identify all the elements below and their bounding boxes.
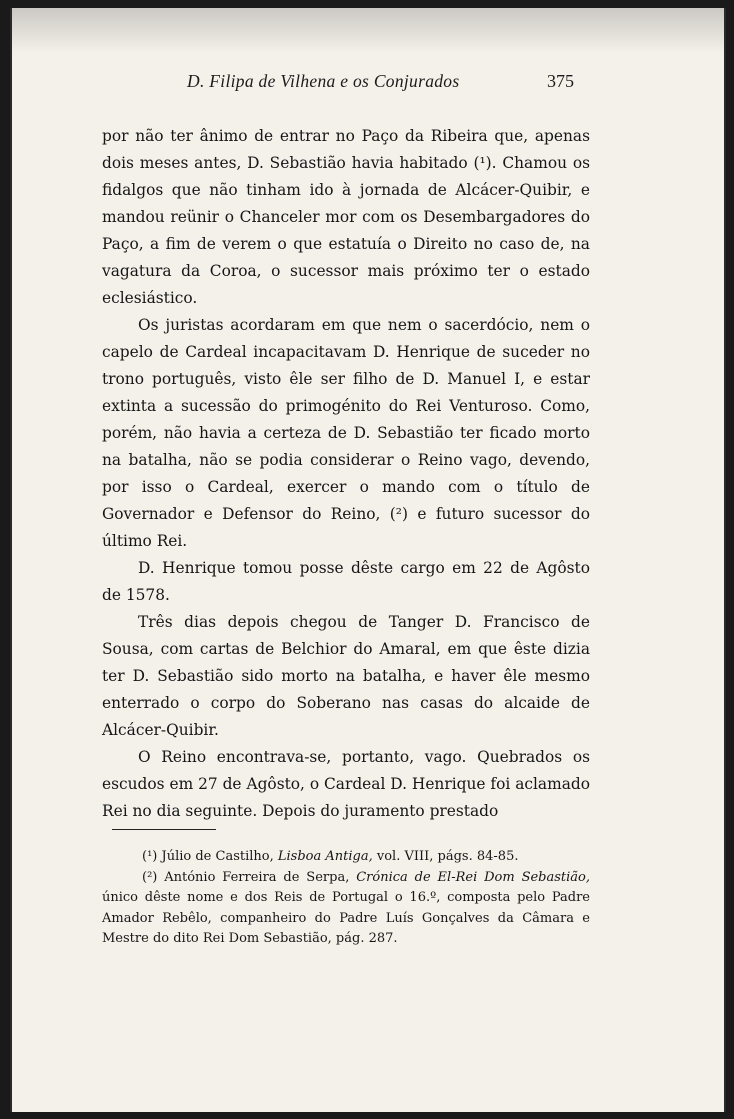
footnote-marker: (¹) bbox=[142, 849, 158, 864]
footnote-2 bbox=[102, 868, 590, 950]
paragraph: D. Henrique tomou posse dêste cargo em 22 de Agôsto de 1578. bbox=[102, 559, 590, 604]
book-page bbox=[10, 8, 726, 1112]
page-number: 375 bbox=[547, 71, 574, 91]
footnote-marker: (²) bbox=[142, 869, 158, 885]
paragraph: Três dias depois chegou de Tanger D. Francisco de Sousa, com cartas de Belchior do Amaral, em que êste dizia ter D. Sebastião sido morto na batalha, e haver êle mesmo enterrado o corpo do Soberano nas casas do alcaide de Alcácer-Quibir. bbox=[102, 613, 590, 739]
paragraph: Os juristas acordaram em que nem o sacerdócio, nem o capelo de Cardeal incapacitavam D. Henrique de suceder no trono português, visto êle ser filho de D. Manuel I, e estar extinta a sucessão do primogénito do Rei Venturoso. Como, porém, não havia a certeza de D. Sebastião ter ficado morto na batalha, não se podia considerar o Reino vago, devendo, por isso o Cardeal, exercer o mando com o título de Governador e Defensor do Reino, (²) e futuro sucessor do último Rei. bbox=[102, 316, 590, 550]
footnote-title: Crónica de El-Rei Dom Sebastião, bbox=[356, 869, 590, 885]
scan-shadow bbox=[12, 8, 724, 53]
paragraph: por não ter ânimo de entrar no Paço da Ribeira que, apenas dois meses antes, D. Sebastião havia habitado (¹). Chamou os fidalgos que não tinham ido à jornada de Alcácer-Quibir, e mandou reünir o Chanceler mor com os Desembargadores do Paço, a fim de verem o que estatuía o Direito no caso de, na vagatura da Coroa, o sucessor mais próximo ter o estado eclesiástico. bbox=[102, 127, 590, 307]
footnote-1 bbox=[102, 847, 590, 868]
footnote-text: António Ferreira de Serpa, bbox=[164, 869, 350, 885]
footnotes bbox=[102, 847, 590, 950]
footnote-text: único dêste nome e dos Reis de Portugal o 16.º, composta pelo Padre Amador Rebêlo, companheiro do Padre Luís Gonçalves da Câmara e Mestre do dito Rei Dom Sebastião, pág. 287. bbox=[102, 890, 590, 946]
running-title: D. Filipa de Vilhena e os Conjurados bbox=[187, 71, 460, 91]
footnote-text: vol. VIII, págs. 84-85. bbox=[376, 849, 519, 864]
footnote-text: Júlio de Castilho, bbox=[161, 849, 274, 864]
footnote-separator bbox=[112, 829, 216, 830]
paragraph: O Reino encontrava-se, portanto, vago. Quebrados os escudos em 27 de Agôsto, o Cardeal D. Henrique foi aclamado Rei no dia seguinte. Depois do juramento prestado bbox=[102, 748, 590, 820]
body-text bbox=[102, 123, 590, 825]
page-header bbox=[102, 71, 574, 101]
footnote-title: Lisboa Antiga, bbox=[277, 849, 373, 864]
